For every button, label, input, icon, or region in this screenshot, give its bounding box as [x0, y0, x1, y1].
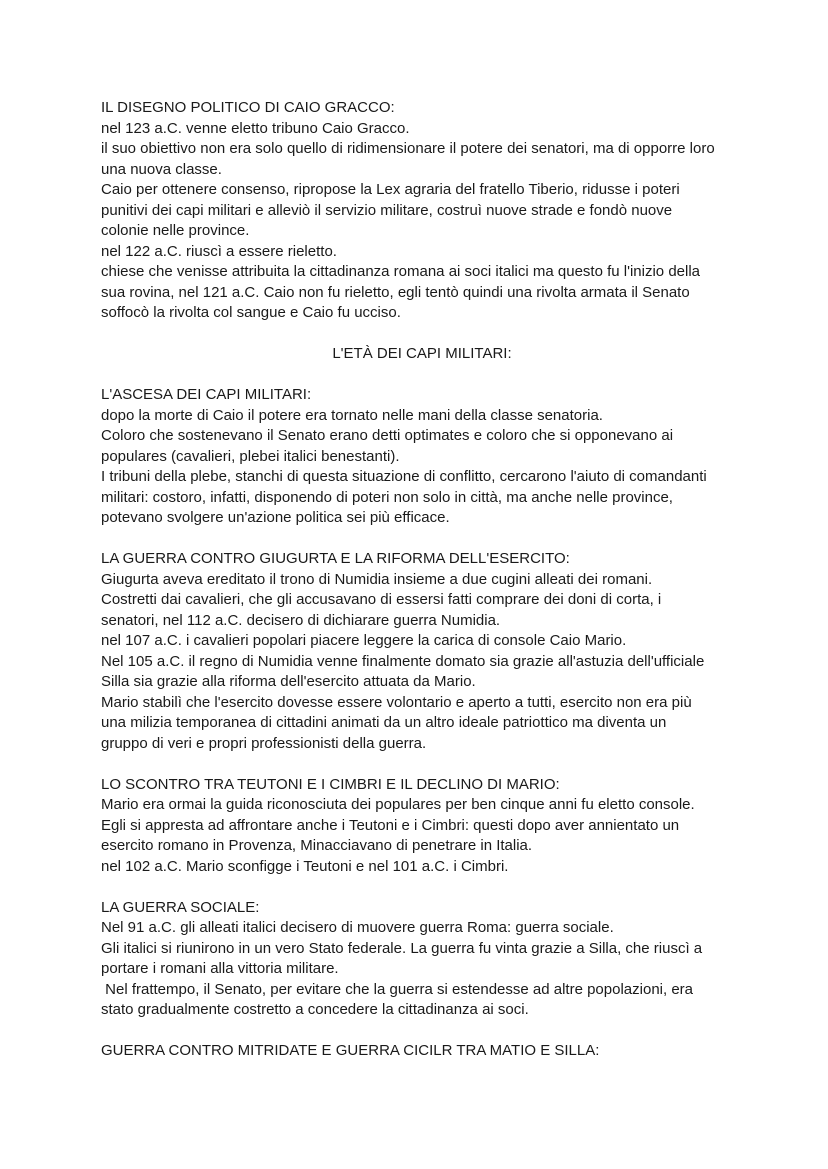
section-guerra-giugurta	[101, 549, 778, 754]
section-ascesa-capi-militari	[101, 385, 778, 529]
section-heading: L'ASCESA DEI CAPI MILITARI:	[101, 386, 312, 403]
text-line: stato gradualmente costretto a concedere la cittadinanza ai soci.	[101, 1001, 529, 1018]
text-line: nel 107 a.C. i cavalieri popolari piacere leggere la carica di console Caio Mario.	[101, 632, 627, 649]
spacer	[101, 754, 778, 775]
section-heading: LO SCONTRO TRA TEUTONI E I CIMBRI E IL DECLINO DI MARIO:	[101, 775, 560, 793]
text-line: Mario era ormai la guida riconosciuta dei populares per ben cinque anni fu eletto console.	[101, 796, 695, 813]
text-line: Nel frattempo, il Senato, per evitare che la guerra si estendesse ad altre popolazioni, era	[101, 980, 694, 998]
spacer	[101, 1021, 778, 1042]
text-line: I tribuni della plebe, stanchi di questa situazione di conflitto, cercarono l'aiuto di comandanti	[101, 468, 707, 485]
section-mitridate	[101, 1041, 778, 1062]
spacer	[101, 324, 778, 345]
text-line: nel 122 a.C. riuscì a essere rieletto.	[101, 242, 337, 260]
text-line: una milizia temporanea di cittadini animati da un altro ideale patriottico ma diventa un	[101, 714, 667, 731]
chapter-title: L'ETÀ DEI CAPI MILITARI:	[332, 345, 512, 362]
section-heading: IL DISEGNO POLITICO DI CAIO GRACCO:	[101, 99, 395, 116]
text-line: Caio per ottenere consenso, ripropose la Lex agraria del fratello Tiberio, ridusse i poteri	[101, 181, 680, 198]
section-heading: GUERRA CONTRO MITRIDATE E GUERRA CICILR TRA MATIO E SILLA:	[101, 1042, 600, 1059]
text-line: Mario stabilì che l'esercito dovesse essere volontario e aperto a tutti, esercito non era più	[101, 693, 692, 711]
text-line: Coloro che sostenevano il Senato erano detti optimates e coloro che si opponevano ai	[101, 427, 674, 444]
text-line: Nel 105 a.C. il regno di Numidia venne finalmente domato sia grazie all'astuzia dell'ufficiale	[101, 652, 705, 670]
section-teutoni-cimbri	[101, 775, 778, 878]
text-line: Giugurta aveva ereditato il trono di Numidia insieme a due cugini alleati dei romani.	[101, 570, 653, 588]
text-line: sua rovina, nel 121 a.C. Caio non fu rieletto, egli tentò quindi una rivolta armata il Senato	[101, 283, 690, 301]
text-line: il suo obiettivo non era solo quello di ridimensionare il potere dei senatori, ma di opporre loro	[101, 140, 715, 157]
text-line: Nel 91 a.C. gli alleati italici decisero di muovere guerra Roma: guerra sociale.	[101, 919, 614, 936]
text-line: Egli si appresta ad affrontare anche i Teutoni e i Cimbri: questi dopo aver annientato un	[101, 816, 680, 834]
text-line: populares (cavalieri, plebei italici benestanti).	[101, 447, 400, 465]
text-line: nel 102 a.C. Mario sconfigge i Teutoni e nel 101 a.C. i Cimbri.	[101, 857, 509, 875]
text-line: Gli italici si riunirono in un vero Stato federale. La guerra fu vinta grazie a Silla, che riuscì a	[101, 939, 703, 957]
text-line: chiese che venisse attribuita la cittadinanza romana ai soci italici ma questo fu l'inizio della	[101, 263, 701, 280]
spacer	[101, 529, 778, 550]
spacer	[101, 365, 778, 386]
text-line: esercito romano in Provenza, Minacciavano di penetrare in Italia.	[101, 837, 533, 854]
section-guerra-sociale	[101, 898, 778, 1021]
text-line: gruppo di veri e propri professionisti della guerra.	[101, 734, 427, 752]
section-heading: LA GUERRA CONTRO GIUGURTA E LA RIFORMA DELL'ESERCITO:	[101, 550, 570, 567]
section-heading: LA GUERRA SOCIALE:	[101, 898, 260, 916]
text-line: potevano svolgere un'azione politica sei più efficace.	[101, 509, 450, 526]
text-line: colonie nelle province.	[101, 222, 250, 239]
text-line: dopo la morte di Caio il potere era tornato nelle mani della classe senatoria.	[101, 406, 603, 424]
text-line: soffocò la rivolta col sangue e Caio fu ucciso.	[101, 304, 401, 321]
text-line: Silla sia grazie alla riforma dell'esercito attuata da Mario.	[101, 673, 476, 690]
text-line: punitivi dei capi militari e alleviò il servizio militare, costruì nuove strade e fondò nuove	[101, 201, 673, 219]
spacer	[101, 877, 778, 898]
text-line: senatori, nel 112 a.C. decisero di dichiarare guerra Numidia.	[101, 611, 501, 629]
text-line: militari: costoro, infatti, disponendo di poteri non solo in città, ma anche nelle province,	[101, 488, 673, 506]
text-line: una nuova classe.	[101, 160, 222, 178]
section-caio-gracco	[101, 98, 778, 324]
text-line: Costretti dai cavalieri, che gli accusavano di essersi fatti comprare dei doni di corta, i	[101, 591, 662, 608]
text-line: nel 123 a.C. venne eletto tribuno Caio Gracco.	[101, 119, 410, 137]
text-line: portare i romani alla vittoria militare.	[101, 960, 339, 977]
